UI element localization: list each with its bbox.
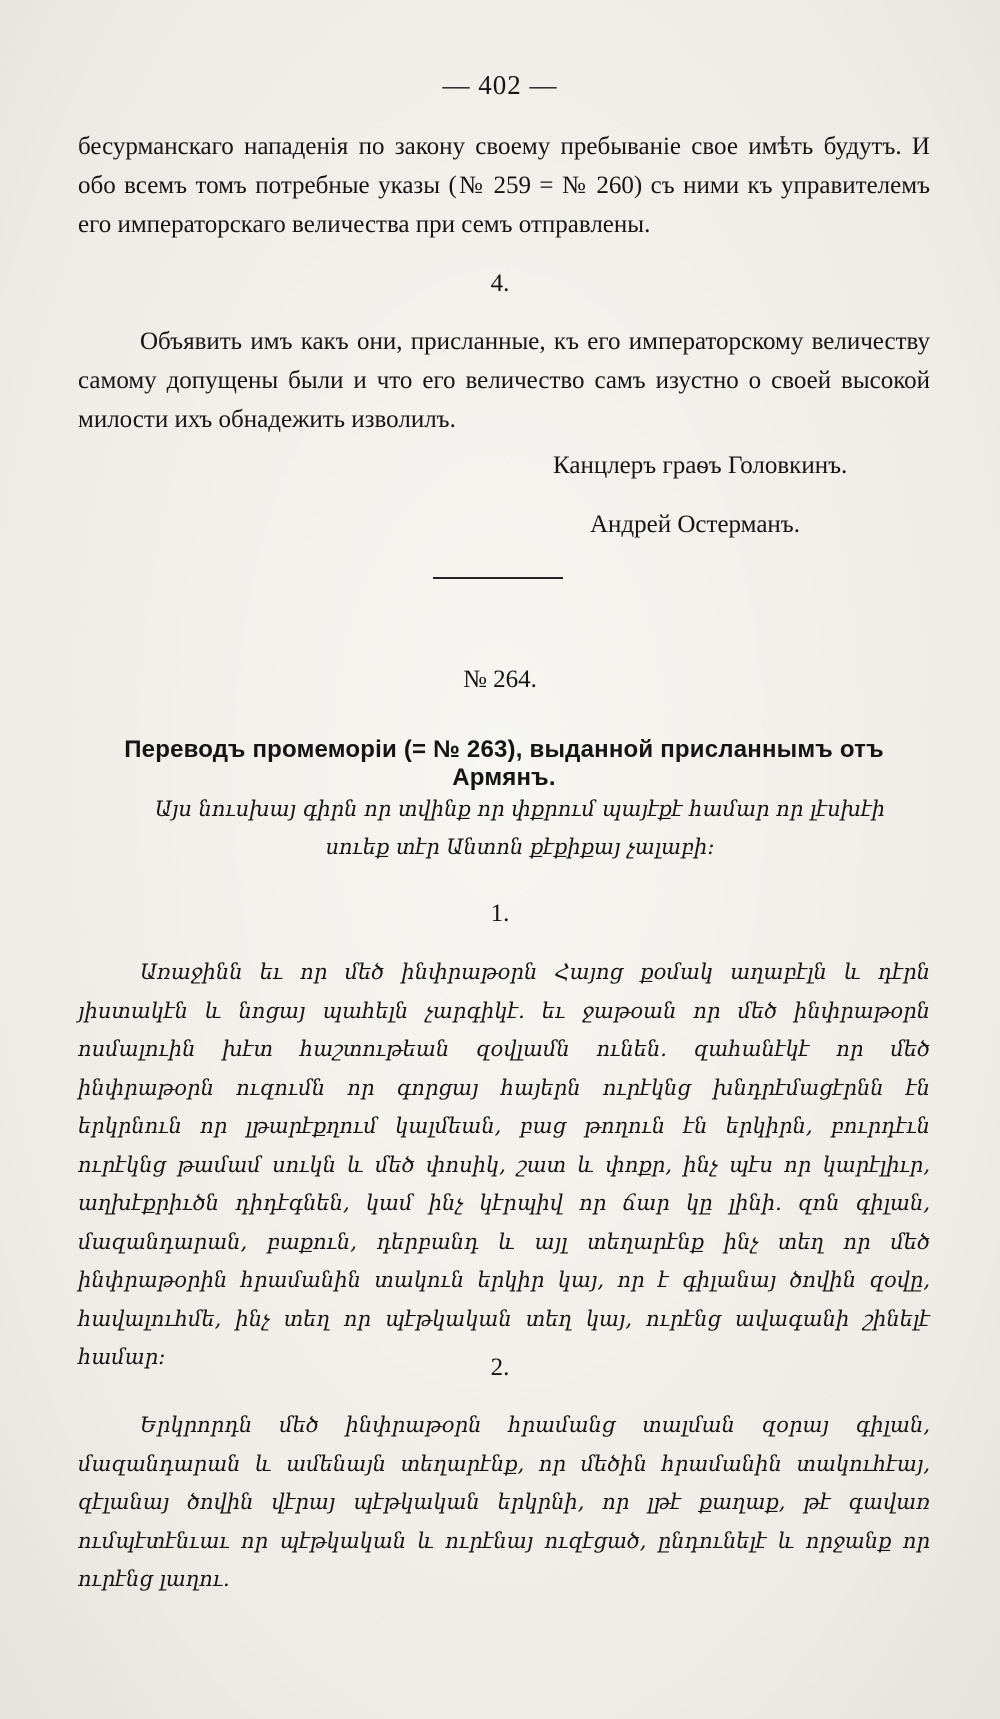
page-number: — 402 — <box>442 70 558 100</box>
section-4-text: Объявить имъ какъ они, присланные, къ его императорскому величеству самому допущены были и что его величество самъ изустно о своей высокой милости ихъ обнадежить изволилъ. <box>78 328 930 433</box>
armenian-subtitle: Այս նուսխայ գիրն որ տվինք որ փքրում պայէքէ համար որ լէսխէի սուեք տէր Անտոն քէքիքայ չալաբի։ <box>154 797 886 859</box>
section-1-number: 1. <box>490 900 510 927</box>
section-divider <box>433 577 563 579</box>
section-2-number: 2. <box>490 1354 510 1381</box>
signature-chancellor: Канцлеръ граѳъ Головкинъ. <box>553 452 848 479</box>
section-2-text: Երկրորդն մեծ ինփրաթօրն հրամանց տալման զօրայ գիլան, մազանդարան և ամենայն տեղարէնք, որ մեծին հրամանին տակուհէայ, զէլանայ ծովին վէրայ պէթկական երկրնի, որ լթէ քաղաք, թէ գավառ ումպէտէնւաւ որ պէթկական և ուրէնայ ուզէցած, ընդունելէ և որջանք որ ուրէնց լաղու. <box>78 1413 930 1591</box>
section-1-text: Առաջինն եւ որ մեծ ինփրաթօրն Հայոց քօմակ աղաբէլն և դէրն յիստակէն և նոցայ պահելն չարգիկէ. եւ ջաթօան որ մեծ ինփրաթօրն ոսմալուին խէտ հաշտութեան զօվլամն ունեն. զահանէկէ որ մեծ ինփրաթօրն ուզումն որ գորցայ հայերն ուրէկնց խնդրէմացէրնն էն երկրնուն որ լթարէքղում կալմեան, բաց թողուն էն երկիրն, բուրդէւն ուրէկնց թամամ սուկն և մեծ փոսիկ, շատ և փոքր, ինչ պէս որ կարէլիւր, աղխէքրիւծն դիդէգնեն, կամ ինչ կէրպիվ որ ճար կը լինի. զոն գիլան, մազանդարան, բաքուն, դերբանդ և այլ տեղարէնք ինչ տեղ որ մեծ ինփրաթօրին հրամանին տակուն երկիր կայ, որ է գիլանայ ծովին զօվը, հավալուհմե, ինչ տեղ որ պէթկական տեղ կայ, ուրէնց ավագանի շինելէ համար։ <box>78 960 930 1369</box>
signature-osterman: Андрей Остерманъ. <box>590 511 800 538</box>
section-4-number: 4. <box>490 270 510 297</box>
document-title: Переводъ промеморіи (= № 263), выданной присланнымъ отъ Армянъ. <box>124 736 884 791</box>
intro-paragraph: бесурманскаго нападенія по закону своему пребываніе свое имѣть будутъ. И обо всемъ томъ потребные указы (№ 259 = № 260) съ ними къ управителемъ его императорскаго величества при семъ отправлены. <box>78 133 930 238</box>
document-number: № 264. <box>463 666 537 693</box>
